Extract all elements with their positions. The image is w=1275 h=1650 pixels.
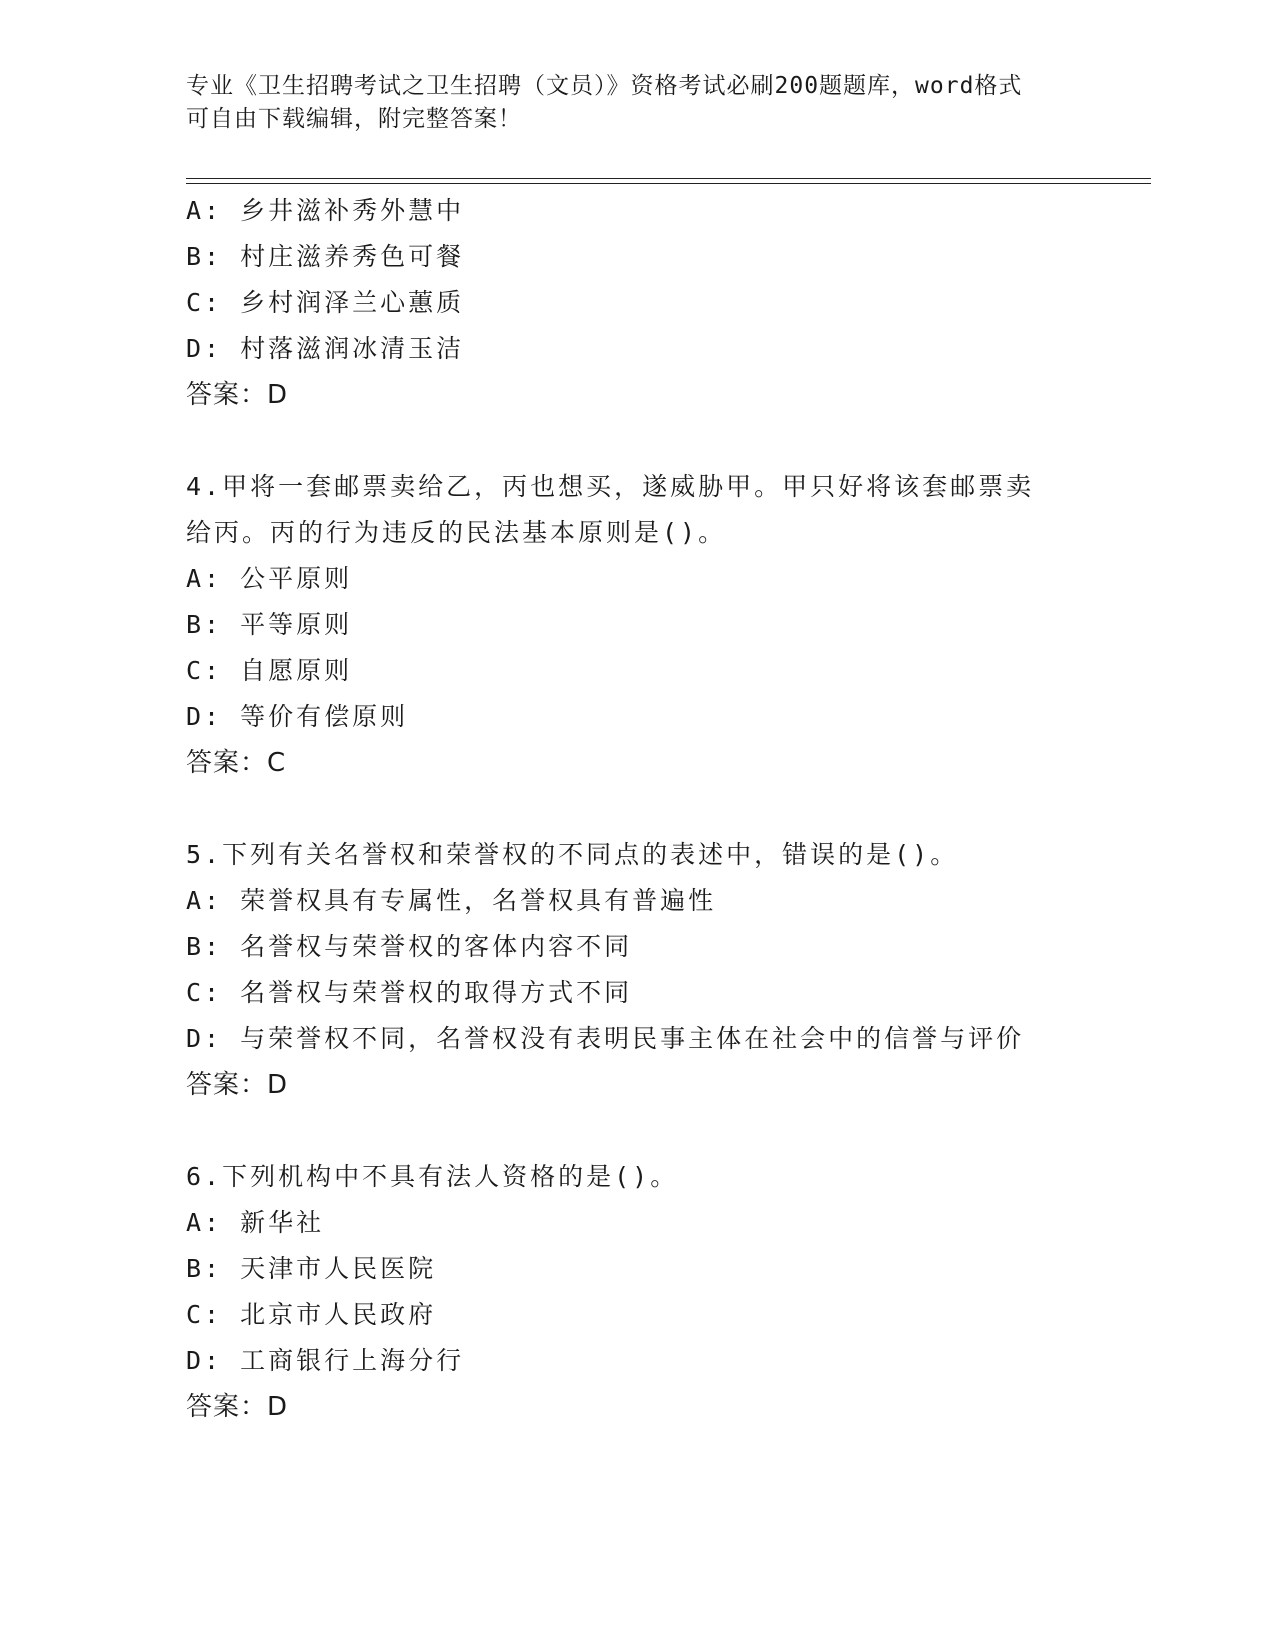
spacer	[186, 1108, 1146, 1154]
header-rule-top	[186, 178, 1151, 179]
option-b: B: 村庄滋养秀色可餐	[186, 242, 465, 271]
option-d: D: 工商银行上海分行	[186, 1346, 465, 1375]
question-list	[186, 188, 1146, 1430]
option-c: C: 名誉权与荣誉权的取得方式不同	[186, 978, 633, 1007]
option-b: B: 名誉权与荣誉权的客体内容不同	[186, 932, 633, 961]
option-b: B: 天津市人民医院	[186, 1254, 437, 1283]
option-d: D: 等价有偿原则	[186, 702, 409, 731]
option-c: C: 自愿原则	[186, 656, 353, 685]
question-6	[186, 1154, 1146, 1430]
option-d: D: 村落滋润冰清玉洁	[186, 334, 465, 363]
question-stem-continued: 给丙。丙的行为违反的民法基本原则是()。	[186, 518, 727, 547]
answer: 答案：D	[186, 1070, 289, 1100]
header-line-2: 可自由下载编辑，附完整答案！	[186, 106, 522, 132]
question-stem: 5.下列有关名誉权和荣誉权的不同点的表述中，错误的是()。	[186, 840, 959, 869]
option-a: A: 荣誉权具有专属性，名誉权具有普遍性	[186, 886, 717, 915]
spacer	[186, 418, 1146, 464]
question-stem: 4.甲将一套邮票卖给乙，丙也想买，遂威胁甲。甲只好将该套邮票卖	[186, 472, 1035, 501]
option-a: A: 乡井滋补秀外慧中	[186, 196, 465, 225]
question-5	[186, 832, 1146, 1108]
document-header	[186, 70, 1066, 136]
header-rule-bottom	[186, 183, 1151, 184]
option-c: C: 北京市人民政府	[186, 1300, 437, 1329]
option-a: A: 公平原则	[186, 564, 353, 593]
header-line-1: 专业《卫生招聘考试之卫生招聘（文员）》资格考试必刷200题题库，word格式	[186, 73, 1023, 99]
option-c: C: 乡村润泽兰心蕙质	[186, 288, 465, 317]
answer: 答案：C	[186, 748, 287, 778]
option-b: B: 平等原则	[186, 610, 353, 639]
answer: 答案：D	[186, 380, 289, 410]
option-d: D: 与荣誉权不同，名誉权没有表明民事主体在社会中的信誉与评价	[186, 1024, 1025, 1053]
question-3	[186, 188, 1146, 418]
answer: 答案：D	[186, 1392, 289, 1422]
option-a: A: 新华社	[186, 1208, 325, 1237]
spacer	[186, 786, 1146, 832]
question-stem: 6.下列机构中不具有法人资格的是()。	[186, 1162, 679, 1191]
question-4	[186, 464, 1146, 786]
